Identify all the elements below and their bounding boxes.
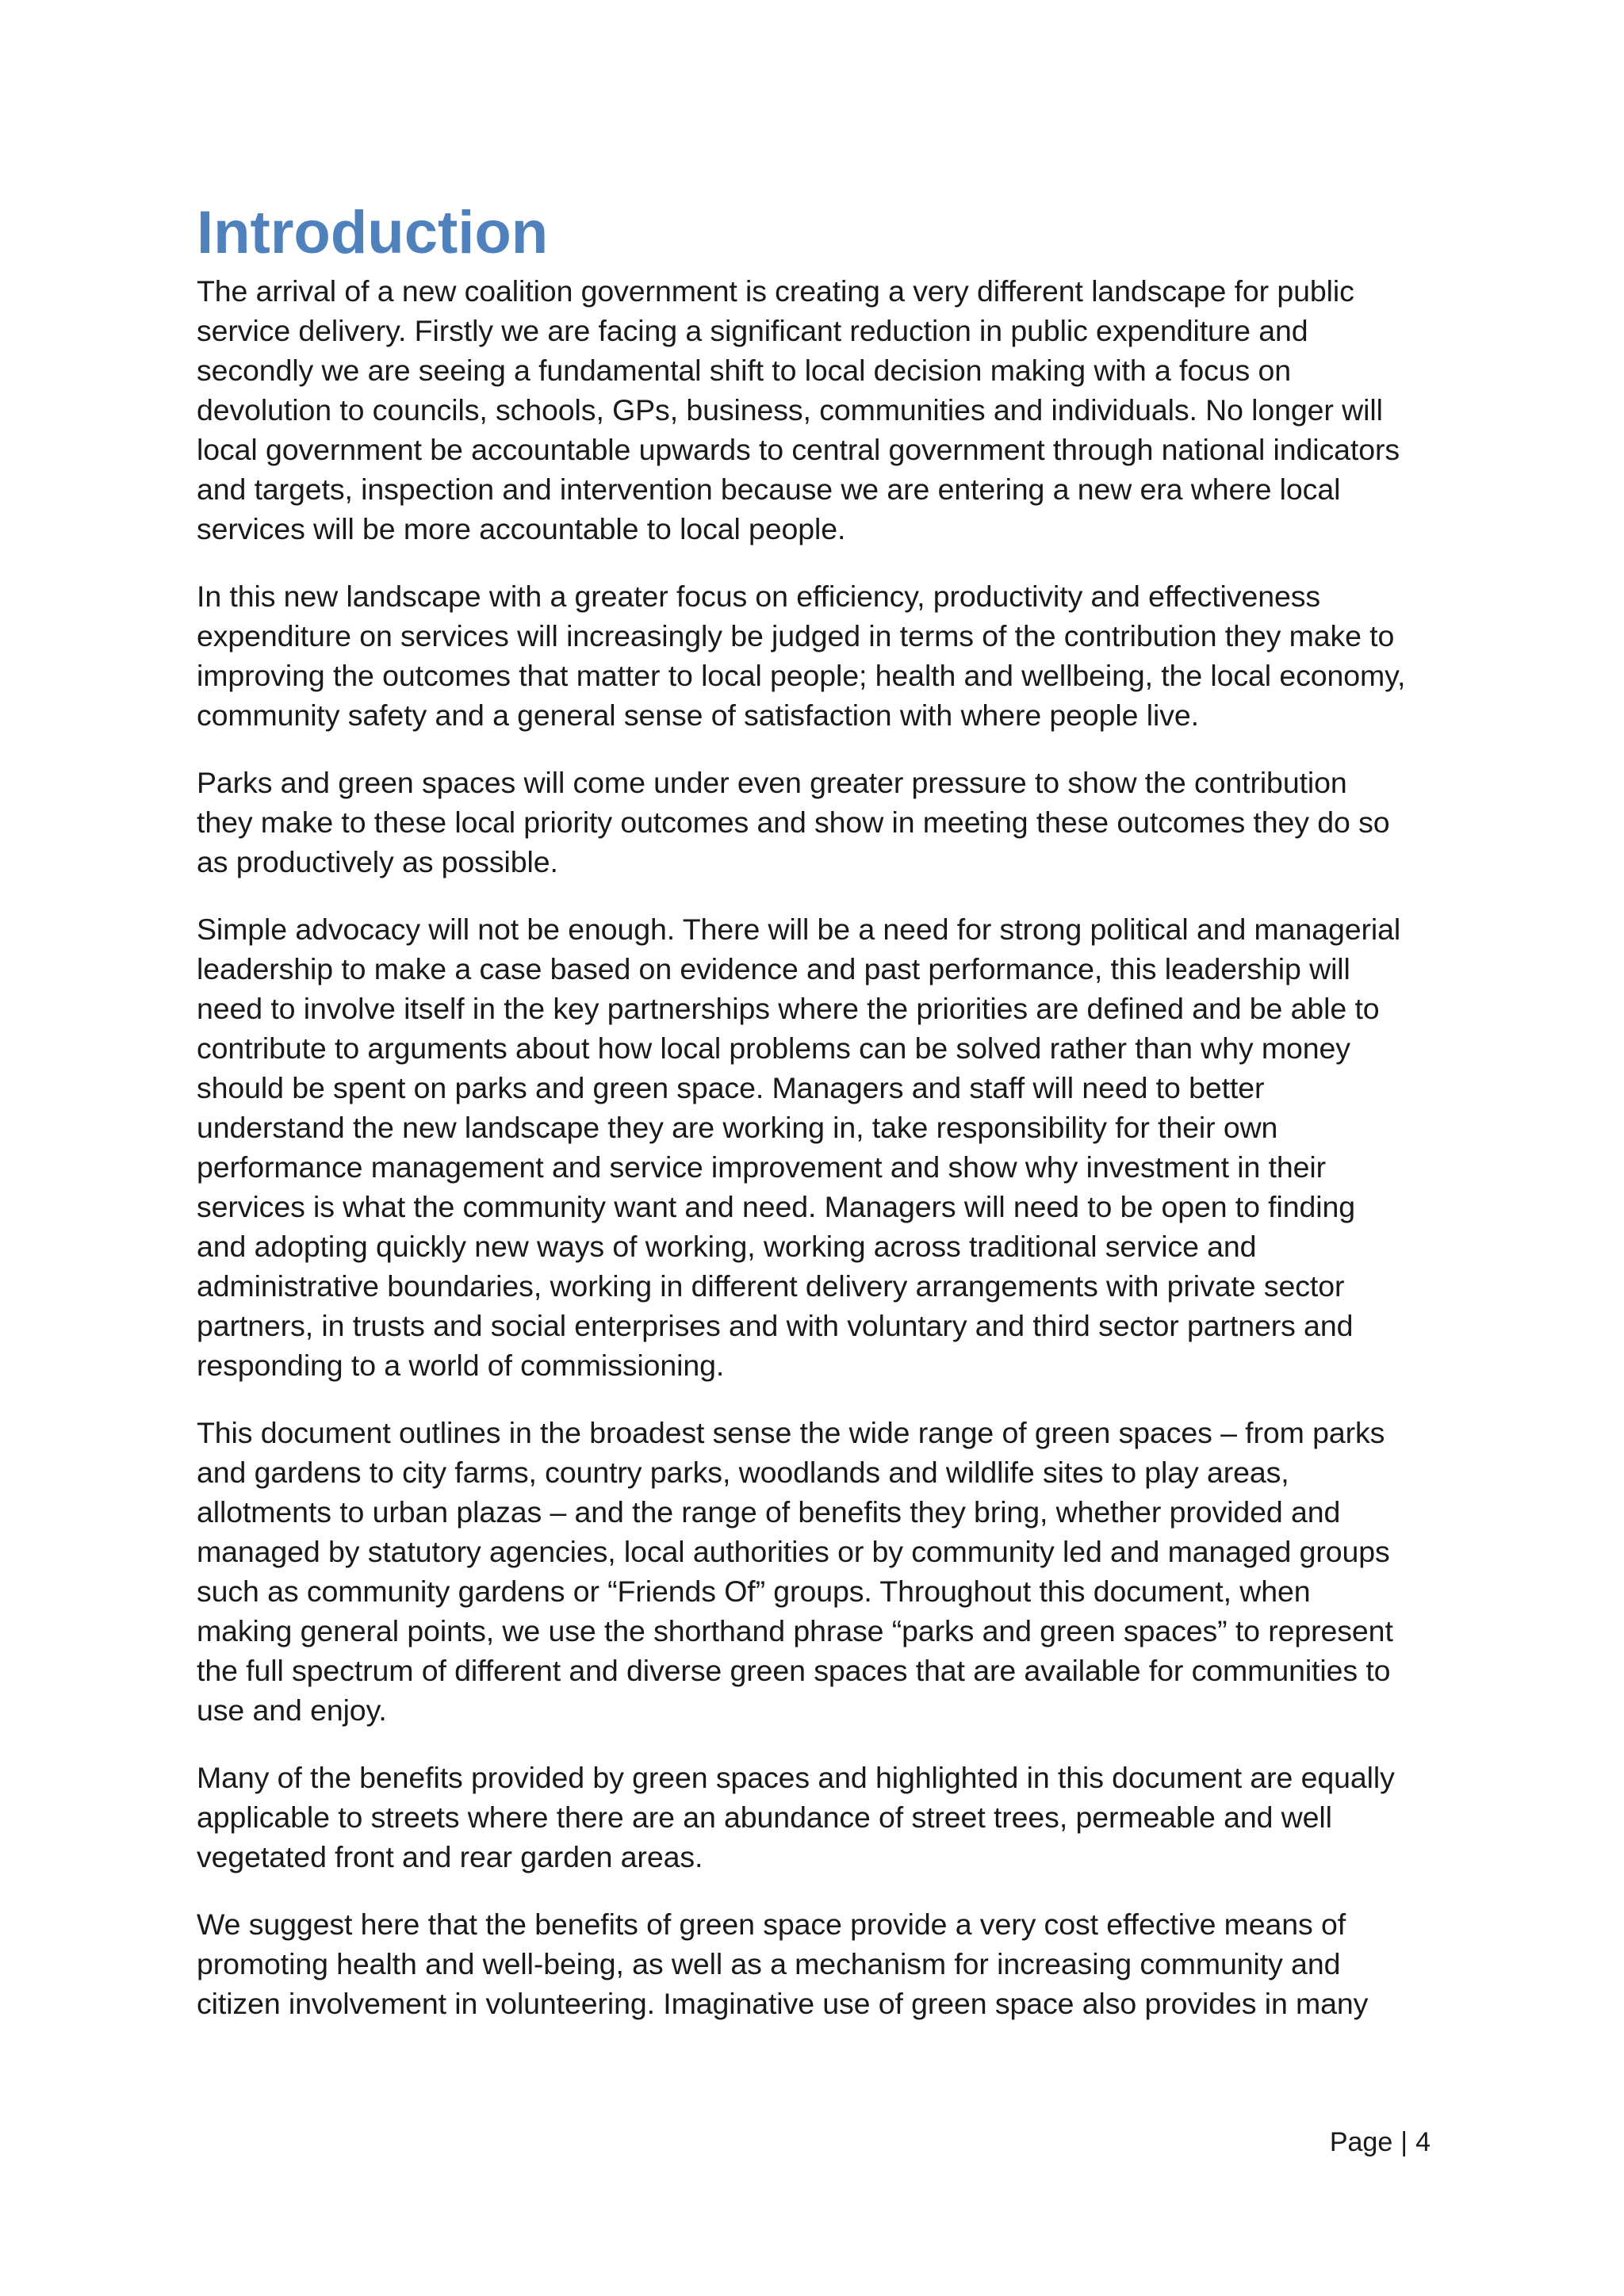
paragraph — [197, 271, 1434, 549]
text-line: services will be more accountable to local people. — [197, 512, 846, 545]
text-line: leadership to make a case based on evidence and past performance, this leadership will — [197, 952, 1350, 985]
text-line: service delivery. Firstly we are facing a significant reduction in public expenditure and — [197, 314, 1308, 347]
body-text — [197, 271, 1434, 2023]
section-heading: Introduction — [197, 199, 549, 266]
paragraph — [197, 1758, 1434, 1877]
text-line: understand the new landscape they are working in, take responsibility for their own — [197, 1111, 1278, 1144]
paragraph — [197, 1904, 1434, 2023]
text-line: use and enjoy. — [197, 1693, 387, 1727]
text-line: devolution to councils, schools, GPs, business, communities and individuals. No longer will — [197, 393, 1383, 427]
page-content — [197, 197, 1434, 2051]
text-line: partners, in trusts and social enterprises and with voluntary and third sector partners and — [197, 1309, 1354, 1342]
text-line: responding to a world of commissioning. — [197, 1349, 725, 1382]
text-line: In this new landscape with a greater focus on efficiency, productivity and effectiveness — [197, 580, 1321, 613]
paragraph — [197, 763, 1434, 882]
text-line: and gardens to city farms, country parks, woodlands and wildlife sites to play areas, — [197, 1456, 1289, 1489]
text-line: allotments to urban plazas – and the range of benefits they bring, whether provided and — [197, 1495, 1341, 1529]
page-separator: | — [1400, 2127, 1408, 2157]
text-line: improving the outcomes that matter to local people; health and wellbeing, the local economy, — [197, 659, 1406, 692]
text-line: such as community gardens or “Friends Of” groups. Throughout this document, when — [197, 1575, 1311, 1608]
text-line: and targets, inspection and intervention because we are entering a new era where local — [197, 473, 1341, 506]
text-line: performance management and service improvement and show why investment in their — [197, 1150, 1327, 1184]
text-line: The arrival of a new coalition government is creating a very different landscape for public — [197, 274, 1354, 308]
text-line: making general points, we use the shorthand phrase “parks and green spaces” to represent — [197, 1614, 1393, 1647]
paragraph — [197, 576, 1434, 735]
text-line: administrative boundaries, working in different delivery arrangements with private sector — [197, 1269, 1345, 1303]
text-line: Many of the benefits provided by green spaces and highlighted in this document are equally — [197, 1761, 1395, 1794]
text-line: they make to these local priority outcomes and show in meeting these outcomes they do so — [197, 806, 1390, 839]
text-line: vegetated front and rear garden areas. — [197, 1840, 703, 1873]
page-number: 4 — [1415, 2127, 1431, 2157]
text-line: This document outlines in the broadest sense the wide range of green spaces – from parks — [197, 1416, 1385, 1449]
text-line: citizen involvement in volunteering. Imaginative use of green space also provides in many — [197, 1987, 1369, 2020]
text-line: as productively as possible. — [197, 845, 558, 878]
text-line: contribute to arguments about how local problems can be solved rather than why money — [197, 1031, 1350, 1065]
paragraph — [197, 909, 1434, 1385]
text-line: Simple advocacy will not be enough. There will be a need for strong political and managerial — [197, 913, 1401, 946]
paragraph — [197, 1413, 1434, 1730]
text-line: Parks and green spaces will come under even greater pressure to show the contribution — [197, 766, 1347, 799]
text-line: the full spectrum of different and diverse green spaces that are available for communities to — [197, 1654, 1391, 1687]
text-line: promoting health and well-being, as well as a mechanism for increasing community and — [197, 1947, 1341, 1980]
text-line: and adopting quickly new ways of working, working across traditional service and — [197, 1230, 1257, 1263]
text-line: applicable to streets where there are an abundance of street trees, permeable and well — [197, 1800, 1332, 1834]
page-label: Page — [1329, 2127, 1393, 2157]
text-line: expenditure on services will increasingly be judged in terms of the contribution they make to — [197, 619, 1395, 652]
text-line: secondly we are seeing a fundamental shift to local decision making with a focus on — [197, 354, 1291, 387]
text-line: local government be accountable upwards to central government through national indicators — [197, 433, 1400, 466]
text-line: community safety and a general sense of satisfaction with where people live. — [197, 698, 1199, 732]
page-footer — [1330, 2125, 1431, 2160]
text-line: should be spent on parks and green space. Managers and staff will need to better — [197, 1071, 1265, 1104]
text-line: managed by statutory agencies, local authorities or by community led and managed groups — [197, 1535, 1390, 1568]
text-line: services is what the community want and need. Managers will need to be open to finding — [197, 1190, 1355, 1223]
text-line: need to involve itself in the key partnerships where the priorities are defined and be able to — [197, 992, 1380, 1025]
text-line: We suggest here that the benefits of green space provide a very cost effective means of — [197, 1908, 1346, 1941]
